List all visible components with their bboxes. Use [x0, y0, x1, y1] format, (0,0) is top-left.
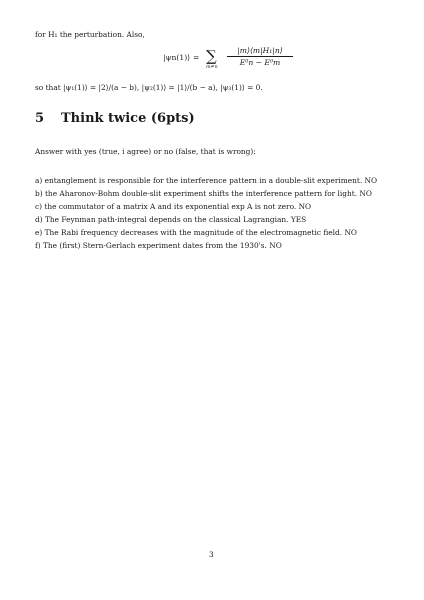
fraction-bar	[227, 56, 293, 57]
answer-item-d: d) The Feynman path-integral depends on the classical Lagrangian. YES	[35, 215, 307, 224]
section-number: 5	[35, 111, 45, 126]
formula-fraction	[227, 46, 293, 67]
formula-numerator: |m⟩⟨m|H₁|n⟩	[237, 46, 283, 55]
sum-index: m≠n	[206, 65, 218, 70]
answer-item-a: a) entanglement is responsible for the interference pattern in a double-slit experiment. NO	[35, 176, 378, 185]
formula-lhs: |ψn(1)⟩	[163, 53, 191, 62]
answer-item-f: f) The (first) Stern-Gerlach experiment dates from the 1930's. NO	[35, 241, 282, 250]
section-heading	[35, 111, 195, 126]
perturbation-formula	[163, 46, 303, 72]
intro-line: for H₁ the perturbation. Also,	[35, 30, 145, 39]
sum-symbol: ∑	[206, 47, 217, 65]
answer-item-b: b) the Aharonov-Bohm double-slit experiment shifts the interference pattern for light. NO	[35, 189, 372, 198]
instruction-text: Answer with yes (true, i agree) or no (false, that is wrong):	[35, 147, 256, 156]
section-title: Think twice (6pts)	[61, 111, 195, 126]
page-number: 3	[209, 550, 214, 559]
answer-item-c: c) the commutator of a matrix A and its exponential exp A is not zero. NO	[35, 202, 312, 211]
formula-equals: =	[193, 53, 200, 62]
answer-item-e: e) The Rabi frequency decreases with the magnitude of the electromagnetic field. NO	[35, 228, 357, 237]
result-line: so that |ψ₁(1)⟩ = |2⟩/(a − b), |ψ₂(1)⟩ = |1⟩/(b − a), |ψ₃(1)⟩ = 0.	[35, 83, 263, 92]
formula-denominator: E⁰n − E⁰m	[239, 58, 281, 67]
